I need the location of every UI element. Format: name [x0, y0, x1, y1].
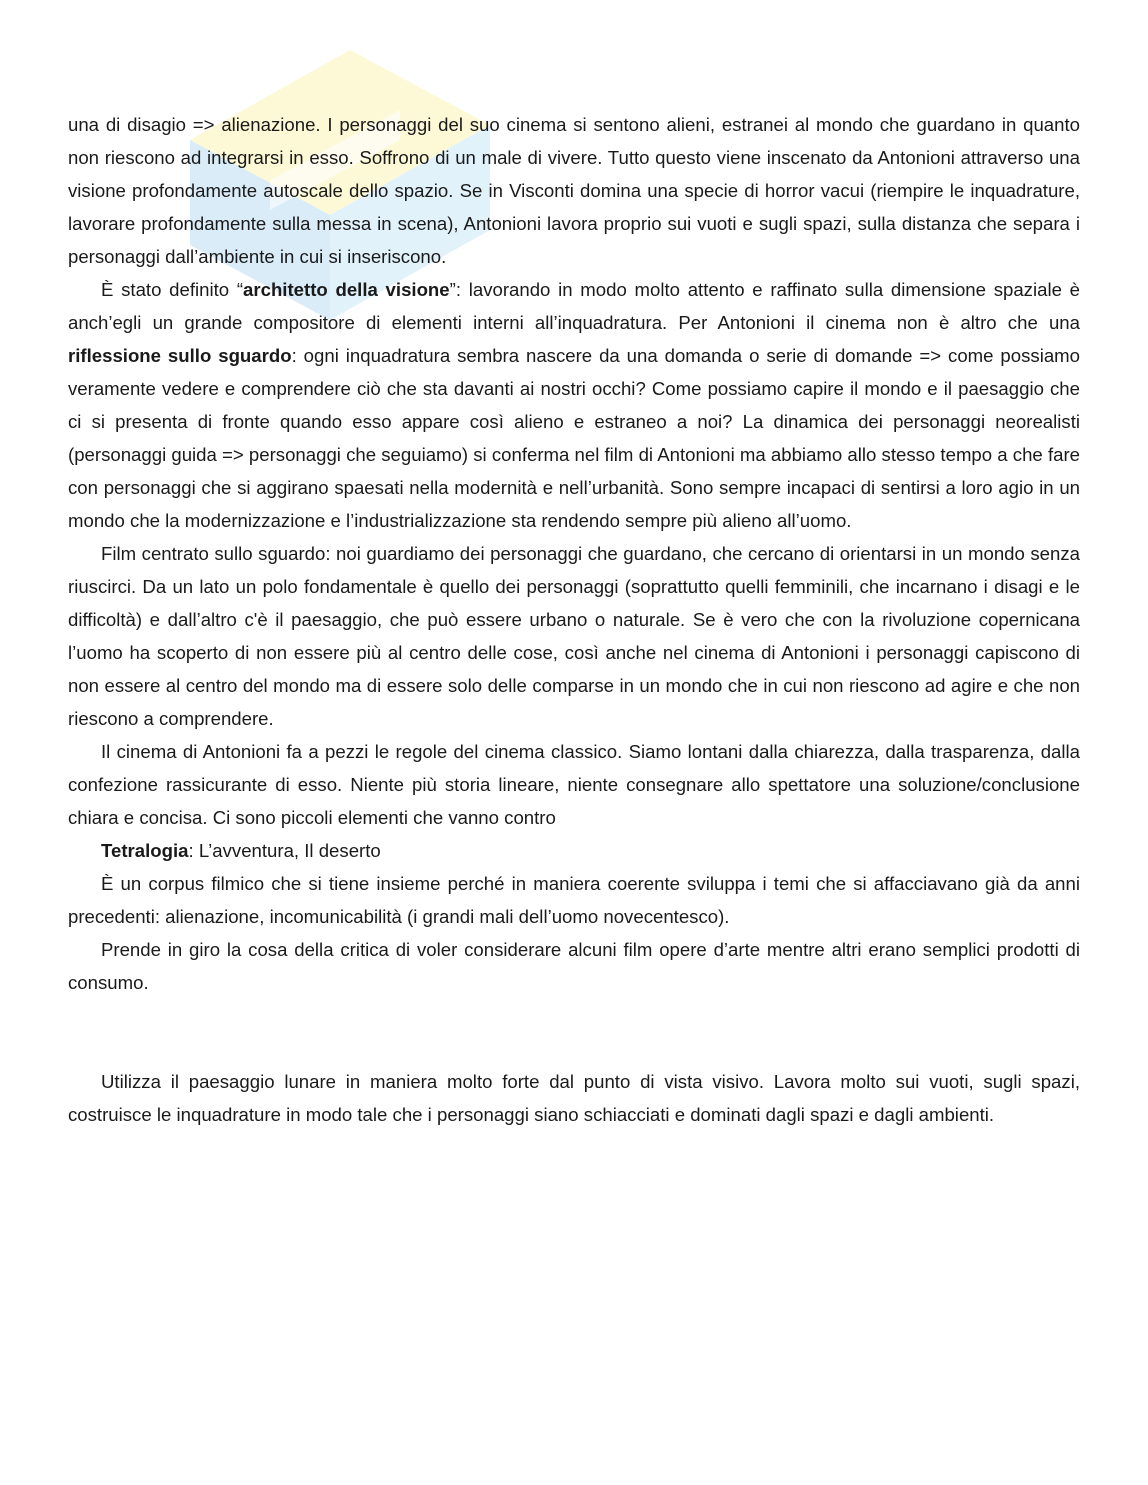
- paragraph-5-text: : L’avventura, Il deserto: [188, 840, 381, 861]
- paragraph-2-text-e: : ogni inquadratura sembra nascere da una domanda o serie di domande => come possiamo veramente vedere e comprendere ciò che sta davanti ai nostri occhi? Come possiamo capire il mondo e il paesaggio che ci si presenta di fronte quando esso appare così alieno e estraneo a noi? La dinamica dei personaggi neorealisti (personaggi guida => personaggi che seguiamo) si conferma nel film di Antonioni ma abbiamo allo stesso tempo a che fare con personaggi che si aggirano spaesati nella modernità e nell’urbanità. Sono sempre incapaci di sentirsi a loro agio in un mondo che la modernizzazione e l’industrializzazione sta rendendo sempre più alieno all’uomo.: [68, 345, 1080, 531]
- term-riflessione-sullo-sguardo: riflessione sullo sguardo: [68, 345, 292, 366]
- document-body: [68, 108, 1080, 1131]
- paragraph-3: Film centrato sullo sguardo: noi guardiamo dei personaggi che guardano, che cercano di orientarsi in un mondo senza riuscirci. Da un lato un polo fondamentale è quello dei personaggi (soprattutto quelli femminili, che incarnano i disagi e le difficoltà) e dall’altro c'è il paesaggio, che può essere urbano o naturale. Se è vero che con la rivoluzione copernicana l’uomo ha scoperto di non essere più al centro delle cose, così anche nel cinema di Antonioni i personaggi capiscono di non essere al centro del mondo ma di essere solo delle comparse in un mondo che in cui non riescono ad agire e che non riescono a comprendere.: [68, 543, 1080, 729]
- paragraph-8: Utilizza il paesaggio lunare in maniera molto forte dal punto di vista visivo. Lavora molto sui vuoti, sugli spazi, costruisce le inquadrature in modo tale che i personaggi siano schiacciati e dominati dagli spazi e dagli ambienti.: [68, 1071, 1080, 1125]
- paragraph-7: Prende in giro la cosa della critica di voler considerare alcuni film opere d’arte mentre altri erano semplici prodotti di consumo.: [68, 939, 1080, 993]
- paragraph-6: È un corpus filmico che si tiene insieme perché in maniera coerente sviluppa i temi che si affacciavano già da anni precedenti: alienazione, incomunicabilità (i grandi mali dell’uomo novecentesco).: [68, 873, 1080, 927]
- paragraph-2: [68, 273, 1080, 537]
- paragraph-2-text-c: ”: lavorando in modo molto attento e raffinato sulla dimensione spaziale è anch’egli un grande compositore di elementi interni all’inquadratura. Per Antonioni il cinema non è altro che una: [68, 279, 1080, 333]
- paragraph-1: una di disagio => alienazione. I personaggi del suo cinema si sentono alieni, estranei al mondo che guardano in quanto non riescono ad integrarsi in esso. Soffrono di un male di vivere. Tutto questo viene inscenato da Antonioni attraverso una visione profondamente autoscale dello spazio. Se in Visconti domina una specie di horror vacui (riempire le inquadrature, lavorare profondamente sulla messa in scena), Antonioni lavora proprio sui vuoti e sugli spazi, sulla distanza che separa i personaggi dall’ambiente in cui si inseriscono.: [68, 114, 1080, 267]
- term-tetralogia: Tetralogia: [101, 840, 189, 861]
- paragraph-5: [68, 834, 1080, 867]
- term-architetto-della-visione: architetto della visione: [243, 279, 450, 300]
- paragraph-2-text-a: È stato definito “: [101, 279, 244, 300]
- paragraph-4: Il cinema di Antonioni fa a pezzi le regole del cinema classico. Siamo lontani dalla chiarezza, dalla trasparenza, dalla confezione rassicurante di esso. Niente più storia lineare, niente consegnare allo spettatore una soluzione/conclusione chiara e concisa. Ci sono piccoli elementi che vanno contro: [68, 741, 1080, 828]
